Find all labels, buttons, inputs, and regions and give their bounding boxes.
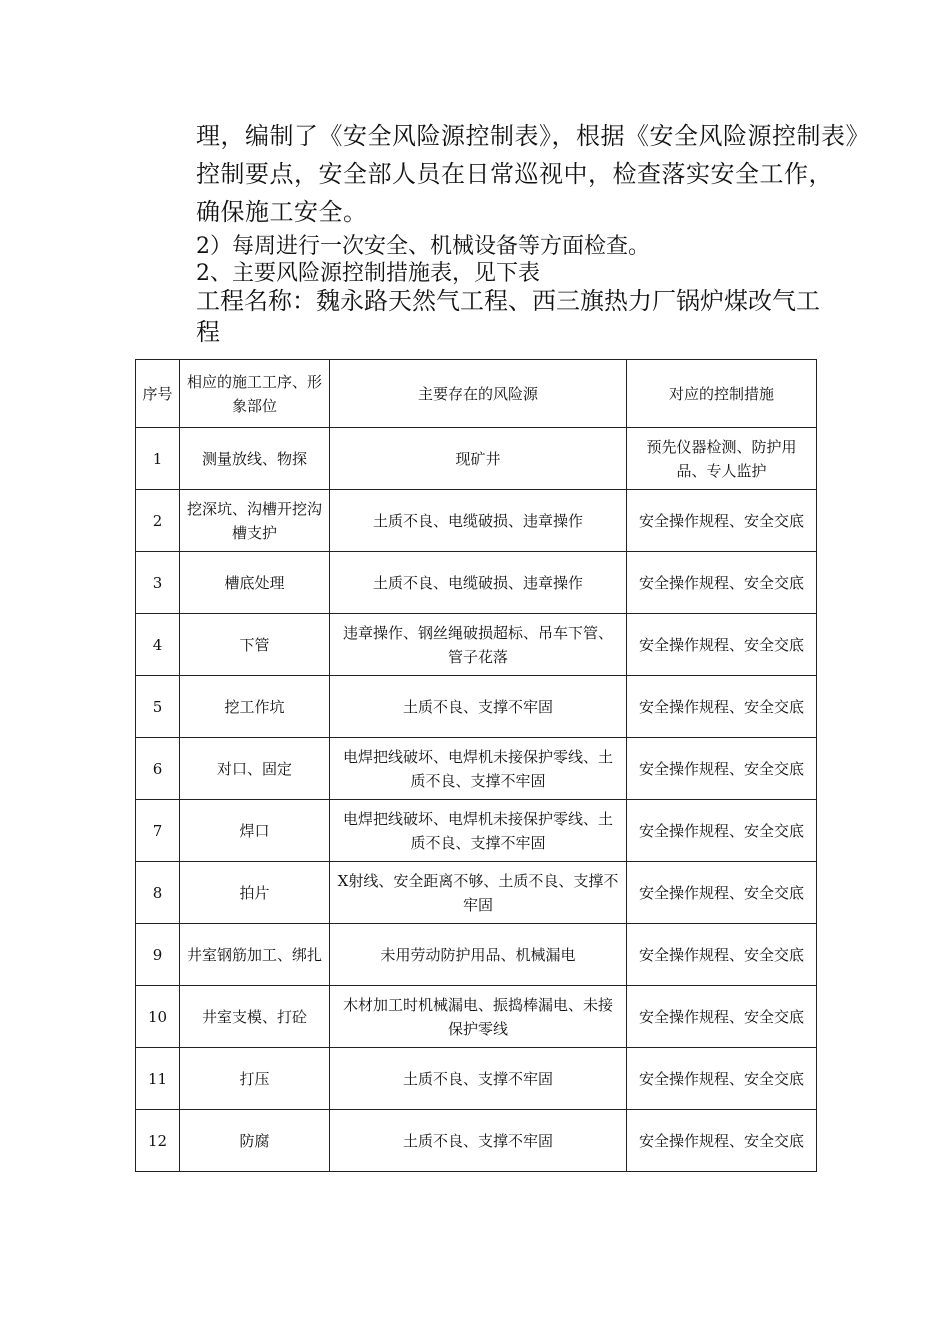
control-measure-cell: 安全操作规程、安全交底 [627, 1110, 817, 1172]
process-cell: 槽底处理 [180, 552, 330, 614]
process-cell: 防腐 [180, 1110, 330, 1172]
header-cell-control: 对应的控制措施 [627, 360, 817, 428]
control-measure-cell: 安全操作规程、安全交底 [627, 614, 817, 676]
table-row [136, 676, 817, 738]
risk-source-cell: 违章操作、钢丝绳破损超标、吊车下管、管子花落 [330, 614, 627, 676]
risk-source-cell: 现矿井 [330, 428, 627, 490]
process-cell: 井室钢筋加工、绑扎 [180, 924, 330, 986]
paragraph-line: 控制要点，安全部人员在日常巡视中，检查落实安全工作， [196, 160, 833, 188]
row-index-cell: 8 [136, 862, 180, 924]
control-measure-cell: 安全操作规程、安全交底 [627, 986, 817, 1048]
paragraph-line: 确保施工安全。 [196, 198, 368, 226]
risk-source-cell: 电焊把线破坏、电焊机未接保护零线、土质不良、支撑不牢固 [330, 800, 627, 862]
control-measure-cell: 安全操作规程、安全交底 [627, 924, 817, 986]
process-cell: 挖深坑、沟槽开挖沟槽支护 [180, 490, 330, 552]
row-index-cell: 9 [136, 924, 180, 986]
row-index-cell: 6 [136, 738, 180, 800]
risk-source-cell: 土质不良、支撑不牢固 [330, 676, 627, 738]
header-cell-index: 序号 [136, 360, 180, 428]
risk-source-cell: 土质不良、支撑不牢固 [330, 1110, 627, 1172]
risk-source-cell: X射线、安全距离不够、土质不良、支撑不牢固 [330, 862, 627, 924]
process-cell: 拍片 [180, 862, 330, 924]
process-cell: 对口、固定 [180, 738, 330, 800]
row-index-cell: 10 [136, 986, 180, 1048]
table-row [136, 552, 817, 614]
table-row [136, 614, 817, 676]
process-cell: 打压 [180, 1048, 330, 1110]
paragraph-line: 理，编制了《安全风险源控制表》，根据《安全风险源控制表》 [196, 122, 870, 150]
process-cell: 井室支模、打砼 [180, 986, 330, 1048]
process-cell: 下管 [180, 614, 330, 676]
table-row [136, 986, 817, 1048]
project-name: 工程名称：魏永路天然气工程、西三旗热力厂锅炉煤改气工程 [196, 287, 820, 346]
row-index-cell: 5 [136, 676, 180, 738]
table-header-row [136, 360, 817, 428]
row-index-cell: 7 [136, 800, 180, 862]
row-index-cell: 2 [136, 490, 180, 552]
risk-source-cell: 未用劳动防护用品、机械漏电 [330, 924, 627, 986]
control-measure-cell: 安全操作规程、安全交底 [627, 800, 817, 862]
table-intro-item: 2、主要风险源控制措施表，见下表 [196, 261, 540, 286]
risk-source-cell: 木材加工时机械漏电、振捣棒漏电、未接保护零线 [330, 986, 627, 1048]
header-cell-risk: 主要存在的风险源 [330, 360, 627, 428]
row-index-cell: 1 [136, 428, 180, 490]
table-row [136, 924, 817, 986]
weekly-inspection-item: 2）每周进行一次安全、机械设备等方面检查。 [196, 234, 650, 259]
risk-source-cell: 电焊把线破坏、电焊机未接保护零线、土质不良、支撑不牢固 [330, 738, 627, 800]
table-row [136, 862, 817, 924]
header-cell-process: 相应的施工工序、形象部位 [180, 360, 330, 428]
control-measure-cell: 安全操作规程、安全交底 [627, 1048, 817, 1110]
risk-table-body [136, 360, 817, 1172]
risk-source-cell: 土质不良、电缆破损、违章操作 [330, 490, 627, 552]
process-cell: 焊口 [180, 800, 330, 862]
control-measure-cell: 安全操作规程、安全交底 [627, 552, 817, 614]
process-cell: 挖工作坑 [180, 676, 330, 738]
control-measure-cell: 安全操作规程、安全交底 [627, 490, 817, 552]
table-row [136, 1110, 817, 1172]
table-row [136, 800, 817, 862]
table-row [136, 1048, 817, 1110]
row-index-cell: 12 [136, 1110, 180, 1172]
table-row [136, 738, 817, 800]
table-row [136, 490, 817, 552]
row-index-cell: 3 [136, 552, 180, 614]
row-index-cell: 4 [136, 614, 180, 676]
control-measure-cell: 安全操作规程、安全交底 [627, 862, 817, 924]
table-row [136, 428, 817, 490]
control-measure-cell: 预先仪器检测、防护用品、专人监护 [627, 428, 817, 490]
risk-source-cell: 土质不良、电缆破损、违章操作 [330, 552, 627, 614]
control-measure-cell: 安全操作规程、安全交底 [627, 676, 817, 738]
risk-control-table [135, 359, 817, 1172]
row-index-cell: 11 [136, 1048, 180, 1110]
control-measure-cell: 安全操作规程、安全交底 [627, 738, 817, 800]
process-cell: 测量放线、物探 [180, 428, 330, 490]
safety-paragraph [196, 117, 870, 231]
risk-source-cell: 土质不良、支撑不牢固 [330, 1048, 627, 1110]
